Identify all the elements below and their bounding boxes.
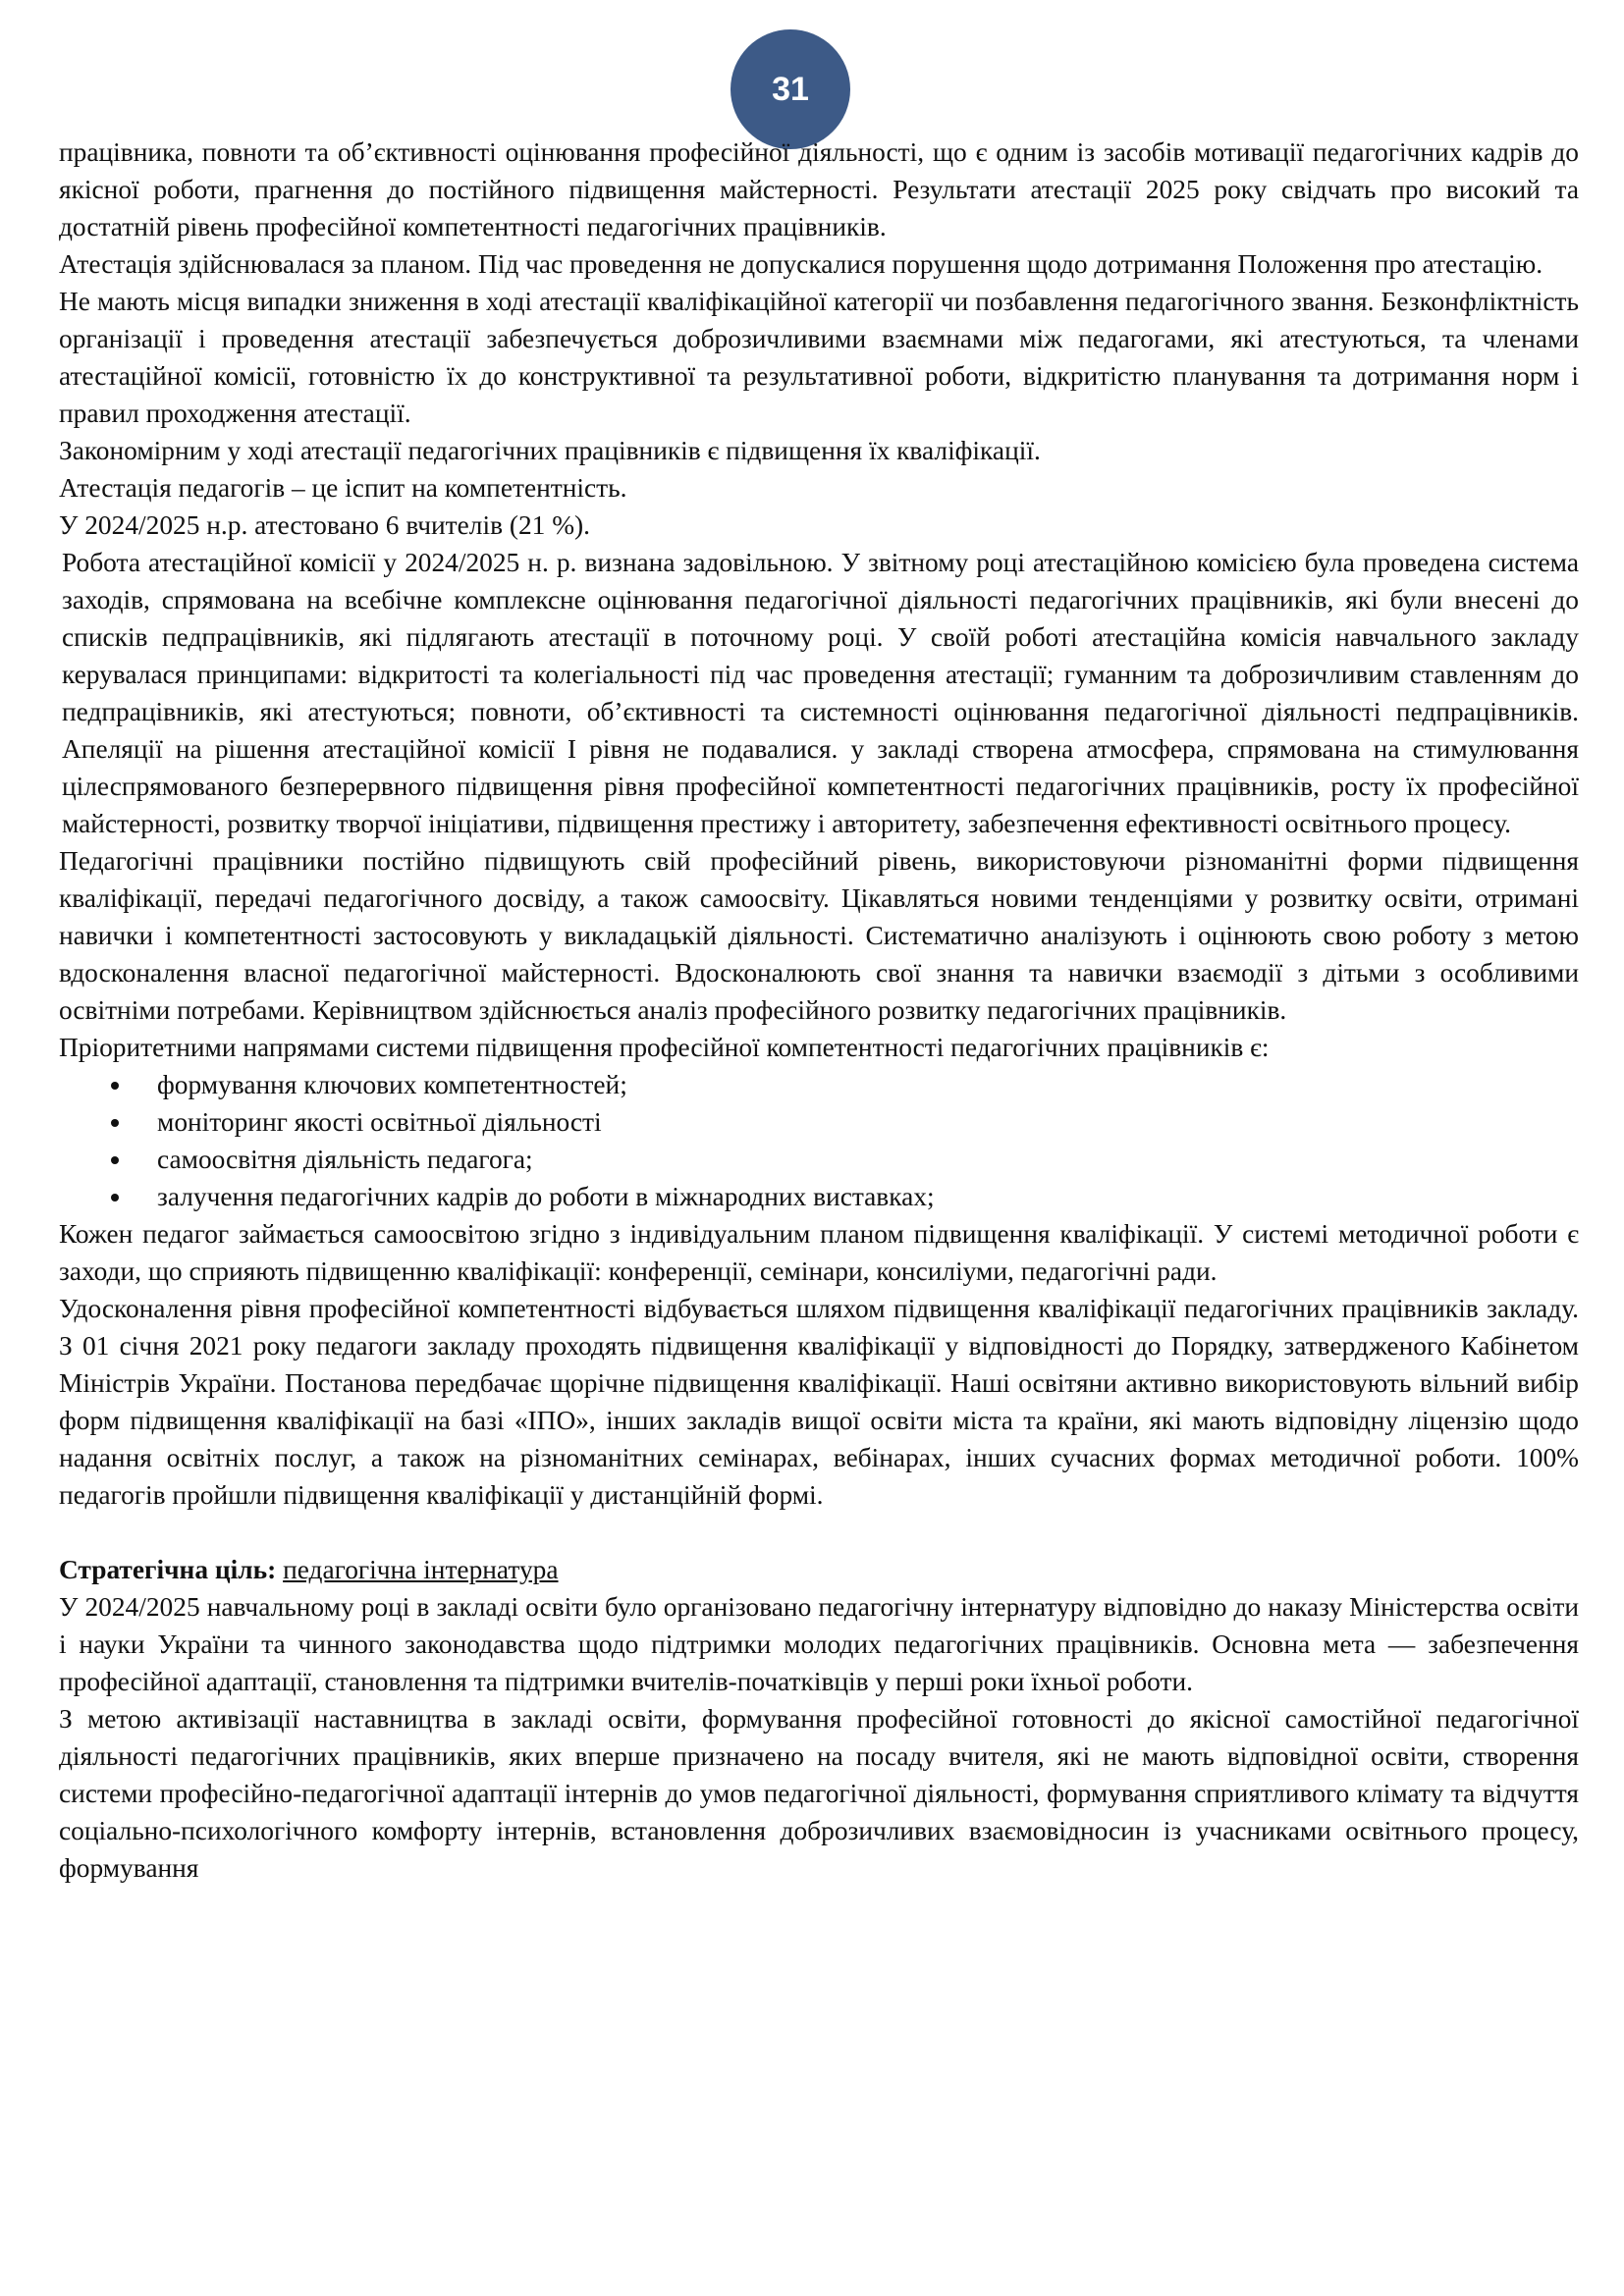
strategic-goal-heading	[59, 1551, 1579, 1588]
paragraph-commission-work: Робота атестаційної комісії у 2024/2025 н. р. визнана задовільною. У звітному році атестаційною комісією була проведена система заходів, спрямована на всебічне комплексне оцінювання педагогічної діяльності педагогічних працівників, які були внесені до списків педпрацівників, які підлягають атестації в поточному році. У своїй роботі атестаційна комісія навчального закладу керувалася принципами: відкритості та колегіальності під час проведення атестації; гуманним та доброзичливим ставленням до педпрацівників, які атестуються; повноти, об’єктивності та системності оцінювання педагогічної діяльності педпрацівників. Апеляції на рішення атестаційної комісії І рівня не подавалися. у закладі створена атмосфера, спрямована на стимулювання цілеспрямованого безперервного підвищення рівня професійної компетентності педагогічних працівників, росту їх професійної майстерності, розвитку творчої ініціативи, підвищення престижу і авторитету, забезпечення ефективності освітнього процесу.	[62, 548, 1579, 838]
list-item	[59, 1103, 1579, 1141]
paragraph-qualification-improvement: Удосконалення рівня професійної компетентності відбувається шляхом підвищення кваліфікації педагогічних працівників закладу. З 01 січня 2021 року педагоги закладу проходять підвищення кваліфікації у відповідності до Порядку, затвердженого Кабінетом Міністрів України. Постанова передбачає щорічне підвищення кваліфікації. Наші освітяни активно використовують вільний вибір форм підвищення кваліфікації на базі «ІПО», інших закладів вищої освіти міста та країни, які мають відповідну ліцензію щодо надання освітніх послуг, а також на різноманітних семінарах, вебінарах, інших сучасних формах методичної роботи. 100% педагогів пройшли підвищення кваліфікації у дистанційній формі.	[59, 1294, 1579, 1510]
list-item-text: моніторинг якості освітньої діяльності	[157, 1107, 602, 1137]
bullet-icon	[111, 1082, 119, 1090]
list-item-text: самоосвітня діяльність педагога;	[157, 1145, 533, 1174]
priorities-list	[59, 1066, 1579, 1215]
list-item	[59, 1178, 1579, 1215]
bullet-icon	[111, 1194, 119, 1201]
paragraph-self-education: Кожен педагог займається самоосвітою згідно з індивідуальним планом підвищення кваліфікації. У системі методичної роботи є заходи, що сприяють підвищенню кваліфікації: конференції, семінари, консиліуми, педагогічні ради.	[59, 1219, 1579, 1286]
list-item-text: формування ключових компетентностей;	[157, 1070, 627, 1099]
paragraph-priorities-intro: Пріоритетними напрямами системи підвищення професійної компетентності педагогічних працівників є:	[59, 1033, 1270, 1062]
section-gap	[59, 1514, 1579, 1551]
bullet-icon	[111, 1156, 119, 1164]
strategic-goal-label: Стратегічна ціль:	[59, 1555, 277, 1584]
list-item-text: залучення педагогічних кадрів до роботи в міжнародних виставках;	[157, 1182, 935, 1211]
paragraph-qualification-growth: Закономірним у ході атестації педагогічних працівників є підвищення їх кваліфікації.	[59, 436, 1041, 465]
paragraph-competence-exam: Атестація педагогів – це іспит на компетентність.	[59, 473, 627, 503]
paragraph-attested-count: У 2024/2025 н.р. атестовано 6 вчителів (21 %).	[59, 510, 591, 540]
bullet-icon	[111, 1119, 119, 1127]
strategic-goal-topic: педагогічна інтернатура	[283, 1555, 559, 1584]
list-item	[59, 1066, 1579, 1103]
paragraph-no-downgrades: Не мають місця випадки зниження в ході атестації кваліфікаційної категорії чи позбавлення педагогічного звання. Безконфліктність організації і проведення атестації забезпечується доброзичливими взаємнами між педагогами, які атестуються, та членами атестаційної комісії, готовністю їх до конструктивної та результативної роботи, відкритістю планування та дотримання норм і правил проходження атестації.	[59, 287, 1579, 428]
list-item	[59, 1141, 1579, 1178]
document-body	[59, 133, 1579, 1887]
paragraph-attestation-plan: Атестація здійснювалася за планом. Під час проведення не допускалися порушення щодо дотримання Положення про атестацію.	[59, 249, 1543, 279]
page-number-badge: 31	[731, 29, 850, 149]
paragraph-professional-level: Педагогічні працівники постійно підвищують свій професійний рівень, використовуючи різноманітні форми підвищення кваліфікації, передачі педагогічного досвіду, а також самоосвіту. Цікавляться новими тенденціями у розвитку освіти, отримані навички і компетентності застосовують у викладацькій діяльності. Систематично аналізують і оцінюють свою роботу з метою вдосконалення власної педагогічної майстерності. Вдосконалюють свої знання та навички взаємодії з дітьми з особливими освітніми потребами. Керівництвом здійснюється аналіз професійного розвитку педагогічних працівників.	[59, 846, 1579, 1025]
paragraph-internship-organized: У 2024/2025 навчальному році в закладі освіти було організовано педагогічну інтернатуру відповідно до наказу Міністерства освіти і науки України та чинного законодавства щодо підтримки молодих педагогічних працівників. Основна мета — забезпечення професійної адаптації, становлення та підтримки вчителів-початківців у перші роки їхньої роботи.	[59, 1592, 1579, 1696]
paragraph-attestation-intro: працівника, повноти та об’єктивності оцінювання професійної діяльності, що є одним із засобів мотивації педагогічних кадрів до якісної роботи, прагнення до постійного підвищення майстерності. Результати атестації 2025 року свідчать про високий та достатній рівень професійної компетентності педагогічних працівників.	[59, 137, 1579, 241]
paragraph-internship-goals: З метою активізації наставництва в закладі освіти, формування професійної готовності до якісної самостійної педагогічної діяльності педагогічних працівників, яких вперше призначено на посаду вчителя, які не мають відповідної освіти, створення системи професійно-педагогічної адаптації інтернів до умов педагогічної діяльності, формування сприятливого клімату та відчуття соціально-психологічного комфорту інтернів, встановлення доброзичливих взаємовідносин із учасниками освітнього процесу, формування	[59, 1704, 1579, 1883]
